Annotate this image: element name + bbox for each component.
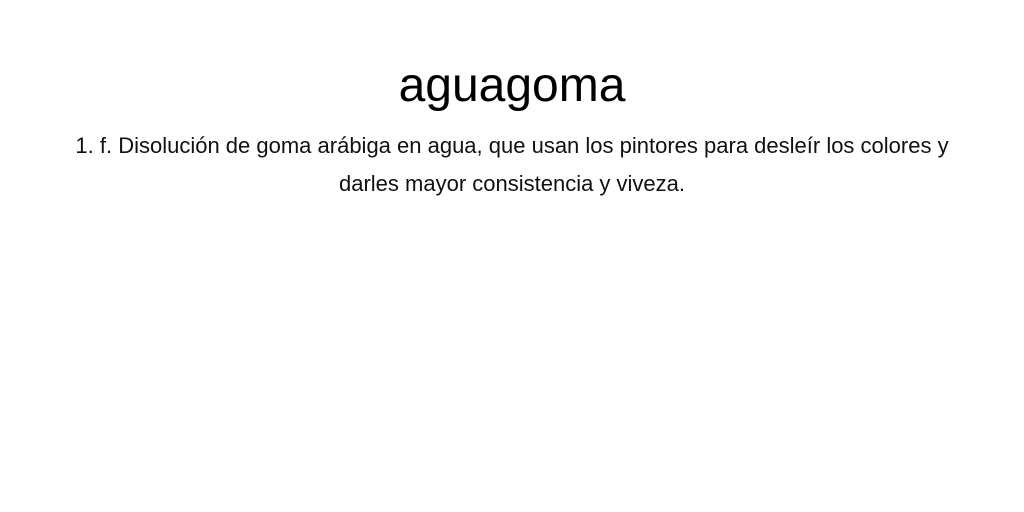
headword: aguagoma bbox=[398, 59, 626, 112]
definition-text: 1. f. Disolución de goma arábiga en agua, que usan los pintores para desleír los colores y darles mayor consistencia y viveza. bbox=[75, 133, 949, 196]
